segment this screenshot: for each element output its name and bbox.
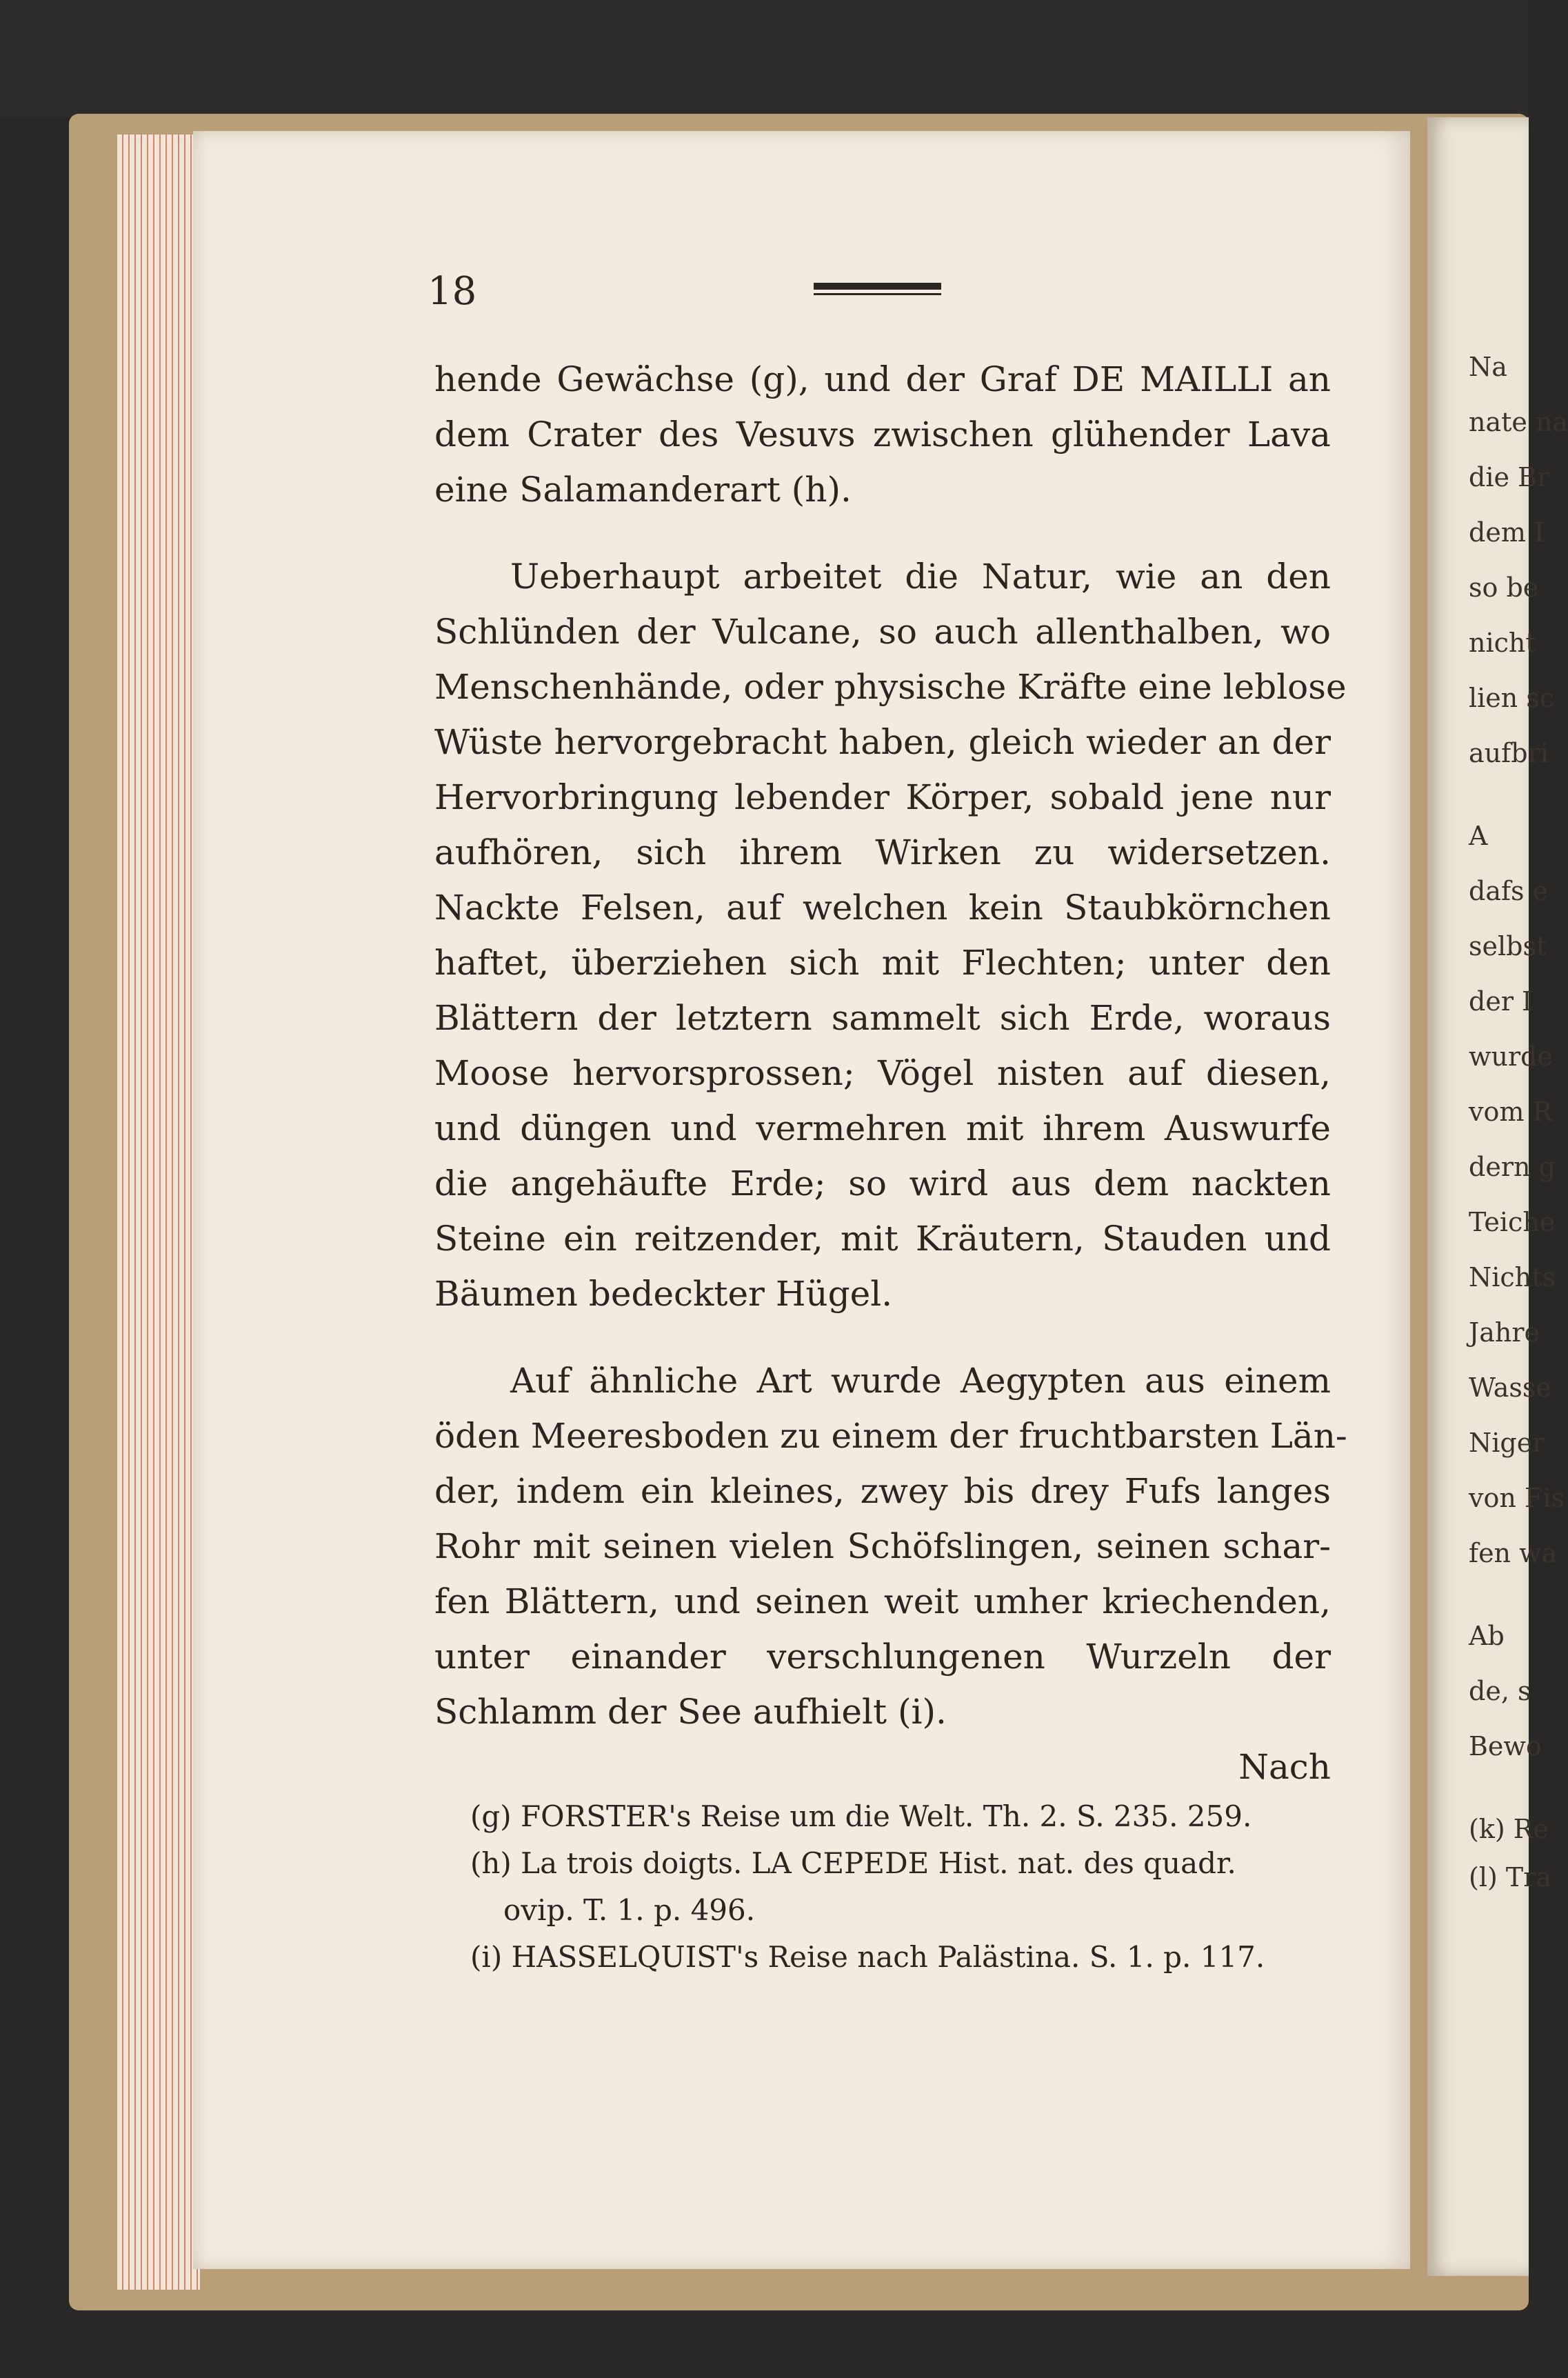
text-line: Moose hervorsprossen; Vögel nisten auf diesen, bbox=[434, 1053, 1331, 1093]
next-page-line: Teiche bbox=[1469, 1207, 1556, 1237]
text-line: Wüste hervorgebracht haben, gleich wieder an der bbox=[434, 722, 1331, 762]
next-page-line: aufbri bbox=[1469, 738, 1549, 768]
header-rule bbox=[814, 283, 941, 295]
next-page-line: A bbox=[1469, 821, 1488, 851]
next-page-line: von Fis bbox=[1469, 1483, 1565, 1513]
text-line: hende Gewächse (g), und der Graf DE MAILLI an bbox=[434, 359, 1331, 399]
text-line: haftet, überziehen sich mit Flechten; unter den bbox=[434, 943, 1331, 983]
page-edges bbox=[117, 134, 200, 2290]
next-page-fragment bbox=[1427, 117, 1568, 2276]
next-page-line: Nichts bbox=[1469, 1262, 1556, 1292]
text-line: Rohr mit seinen vielen Schöfslingen, seinen schar- bbox=[434, 1526, 1331, 1566]
body-text bbox=[434, 352, 1347, 1795]
text-line: Menschenhände, oder physische Kräfte eine leblose bbox=[434, 667, 1347, 707]
text-line: Bäumen bedeckter Hügel. bbox=[434, 1274, 893, 1314]
footnote: (g) FORSTER's Reise um die Welt. Th. 2. S. 235. 259. bbox=[470, 1799, 1252, 1833]
text-line: unter einander verschlungenen Wurzeln der bbox=[434, 1637, 1331, 1677]
text-line: die angehäufte Erde; so wird aus dem nackten bbox=[434, 1163, 1331, 1203]
next-page-line: wurde bbox=[1469, 1041, 1553, 1072]
page-number: 18 bbox=[428, 269, 477, 314]
text-line: Steine ein reitzender, mit Kräutern, Stauden und bbox=[434, 1219, 1331, 1259]
footnote: ovip. T. 1. p. 496. bbox=[503, 1893, 756, 1927]
text-line: dem Crater des Vesuvs zwischen glühender Lava bbox=[434, 414, 1331, 454]
background-top bbox=[0, 0, 1529, 117]
next-page-line: nate na bbox=[1469, 407, 1568, 437]
text-line: Schlünden der Vulcane, so auch allenthalben, wo bbox=[434, 612, 1331, 652]
text-line: fen Blättern, und seinen weit umher kriechenden, bbox=[434, 1581, 1331, 1621]
text-line: öden Meeresboden zu einem der fruchtbarsten Län- bbox=[434, 1416, 1347, 1456]
text-line: Ueberhaupt arbeitet die Natur, wie an den bbox=[510, 557, 1331, 597]
text-line: Auf ähnliche Art wurde Aegypten aus einem bbox=[510, 1361, 1331, 1401]
next-page-line: Wasse bbox=[1469, 1372, 1551, 1403]
footnotes bbox=[470, 1793, 1339, 1981]
text-line: Schlamm der See aufhielt (i). bbox=[434, 1692, 947, 1732]
text-line: Blättern der letztern sammelt sich Erde, woraus bbox=[434, 998, 1331, 1038]
next-page-line: vom R bbox=[1469, 1097, 1553, 1127]
catchword: Nach bbox=[1238, 1747, 1331, 1787]
next-page-line: dafs e bbox=[1469, 876, 1549, 906]
next-page-line: de, s bbox=[1469, 1676, 1531, 1706]
footnote: (h) La trois doigts. LA CEPEDE Hist. nat. des quadr. bbox=[470, 1846, 1236, 1880]
text-line: Hervorbringung lebender Körper, sobald jene nur bbox=[434, 777, 1331, 817]
next-page-line: Niger bbox=[1469, 1428, 1545, 1458]
next-page-line: so be bbox=[1469, 572, 1539, 603]
next-page-line: Bewo bbox=[1469, 1731, 1542, 1761]
text-line: der, indem ein kleines, zwey bis drey Fufs langes bbox=[434, 1471, 1331, 1511]
next-page-line: nicht bbox=[1469, 628, 1536, 658]
next-page-line: Ab bbox=[1469, 1621, 1505, 1651]
next-page-line: (l) Tra bbox=[1469, 1862, 1552, 1892]
text-line: eine Salamanderart (h). bbox=[434, 470, 852, 510]
next-page-line: lien sc bbox=[1469, 683, 1555, 713]
next-page-line: (k) Re bbox=[1469, 1814, 1549, 1844]
text-line: Nackte Felsen, auf welchen kein Staubkörnchen bbox=[434, 888, 1331, 928]
next-page-line: fen wa bbox=[1469, 1538, 1558, 1568]
next-page-line: Na bbox=[1469, 352, 1507, 382]
next-page-line: die Br bbox=[1469, 462, 1550, 492]
footnote: (i) HASSELQUIST's Reise nach Palästina. S. 1. p. 117. bbox=[470, 1940, 1265, 1974]
text-line: und düngen und vermehren mit ihrem Auswurfe bbox=[434, 1108, 1331, 1148]
next-page-line: dern g bbox=[1469, 1152, 1556, 1182]
next-page-line: dem I bbox=[1469, 517, 1545, 548]
text-line: aufhören, sich ihrem Wirken zu widersetzen. bbox=[434, 832, 1331, 872]
next-page-line: Jahre bbox=[1469, 1317, 1540, 1348]
next-page-line: der I bbox=[1469, 986, 1533, 1017]
next-page-line: selbst bbox=[1469, 931, 1547, 961]
